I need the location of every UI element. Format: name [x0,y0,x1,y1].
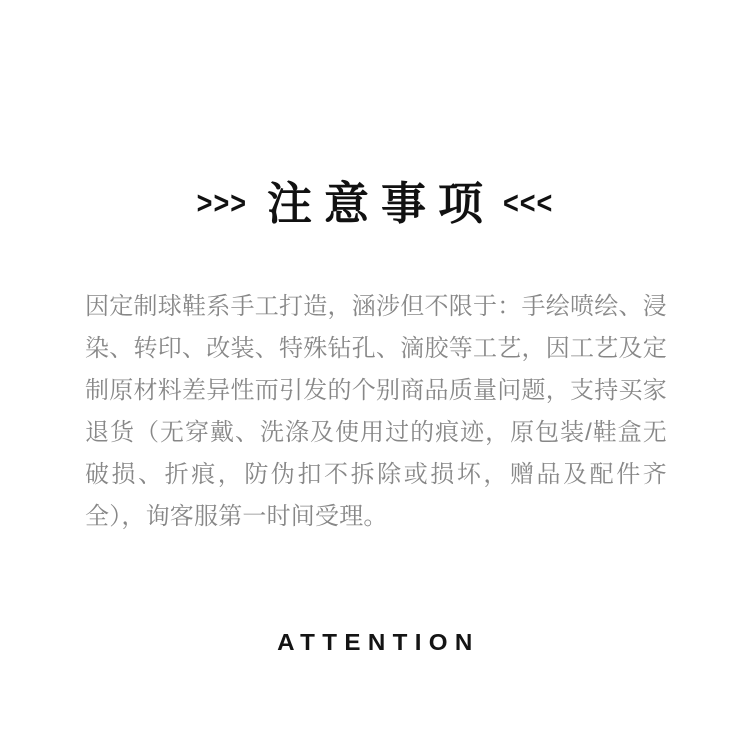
notice-paragraph: 因定制球鞋系手工打造，涵涉但不限于：手绘喷绘、浸染、转印、改装、特殊钻孔、滴胶等工艺，因工艺及定制原材料差异性而引发的个别商品质量问题，支持买家退货（无穿戴、洗涤及使用过的痕迹，原包装/鞋盒无破损、折痕，防伪扣不拆除或损坏，赠品及配件齐全），询客服第一时间受理。 [85,293,667,530]
right-chevrons-icon: <<< [503,185,554,221]
footer [0,631,750,655]
attention-label: ATTENTION [277,629,480,655]
page-title-row [0,178,750,229]
left-chevrons-icon: >>> [196,185,247,221]
page-title: 注意事项 [266,178,495,229]
